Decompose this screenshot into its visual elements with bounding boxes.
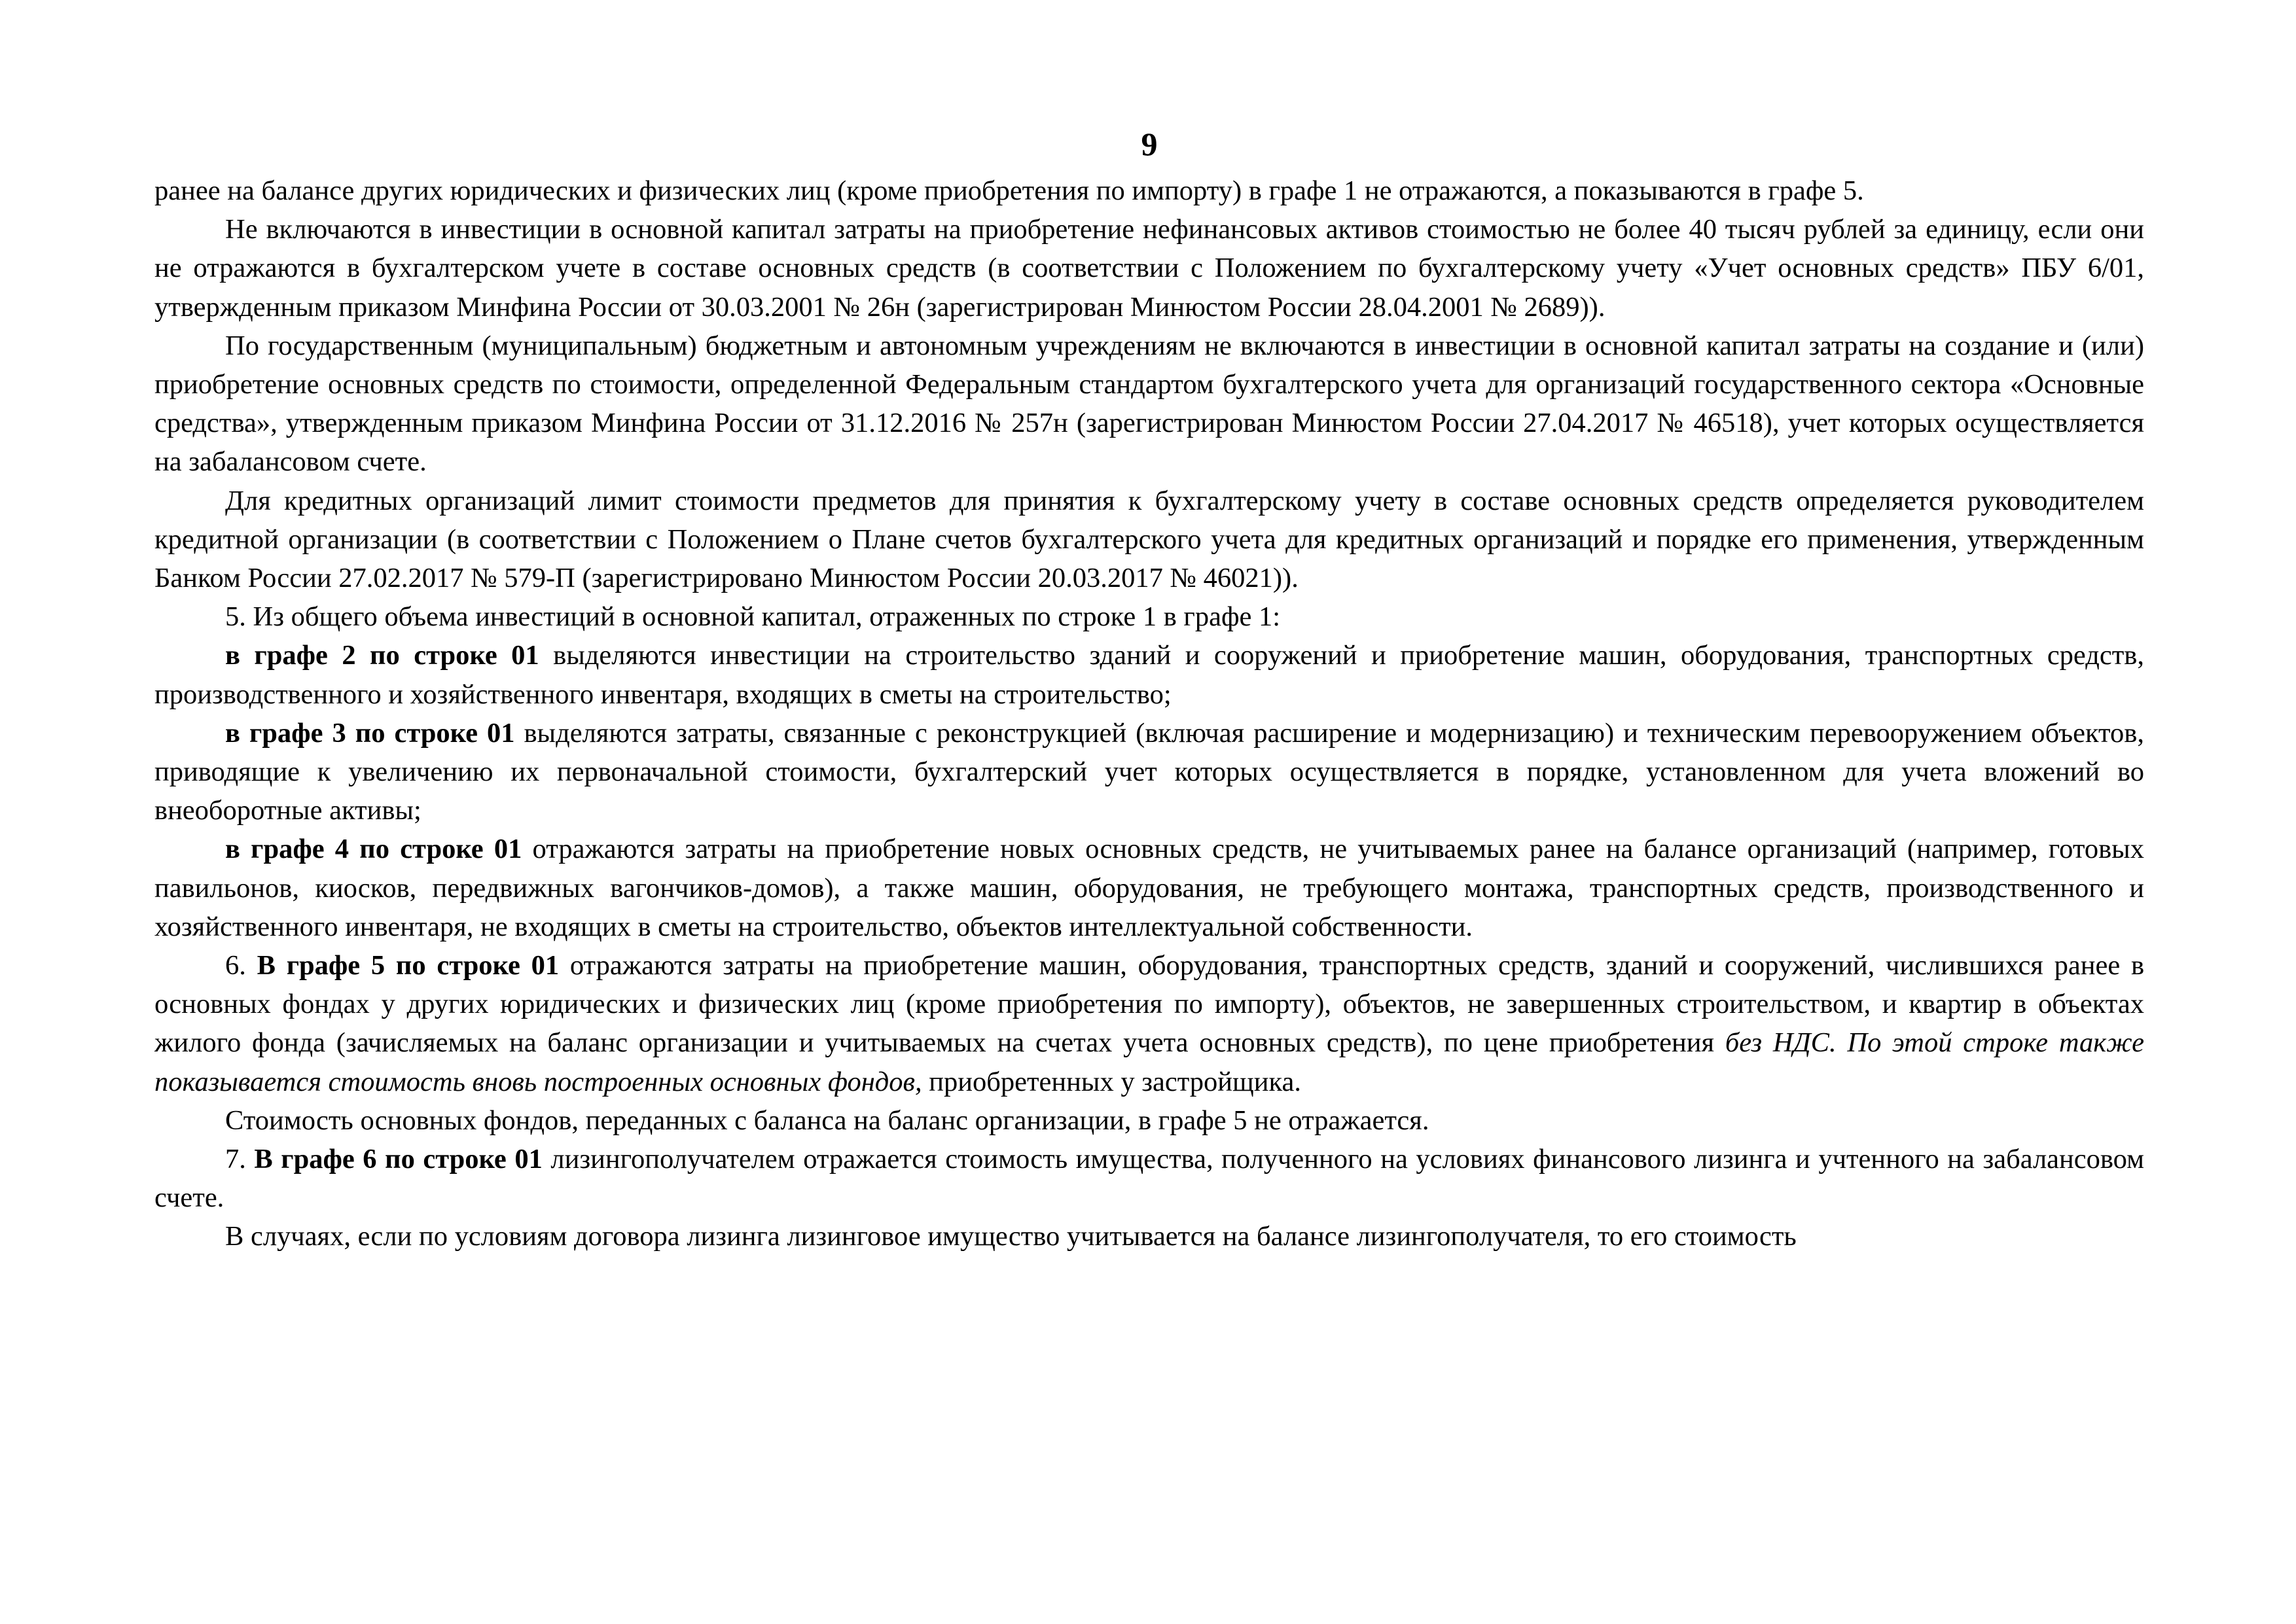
- column-6-ref: В графе 6 по строке 01: [254, 1144, 543, 1175]
- column-4-ref: в графе 4 по строке 01: [225, 834, 522, 865]
- paragraph-item-7: [154, 1140, 2144, 1217]
- item-6-number: 6.: [225, 950, 257, 981]
- paragraph-item-5: 5. Из общего объема инвестиций в основной капитал, отраженных по строке 1 в графе 1:: [225, 601, 1281, 633]
- column-2-text: выделяются инвестиции на строительство зданий и сооружений и приобретение машин, оборудования, транспортных средств, производственного и хозяйственного инвентаря, входящих в сметы на строительство;: [154, 640, 2144, 710]
- paragraph-nonfinancial-assets: Не включаются в инвестиции в основной капитал затраты на приобретение нефинансовых активов стоимостью не более 40 тысяч рублей за единицу, если они не отражаются в бухгалтерском учете в составе основных средств (в соответствии с Положением по бухгалтерскому учету «Учет основных средств» ПБУ 6/01, утвержденным приказом Минфина России от 30.03.2001 № 26н (зарегистрирован Минюстом России 28.04.2001 № 2689)).: [154, 214, 2144, 323]
- column-6-text: лизингополучателем отражается стоимость имущества, полученного на условиях финансового лизинга и учтенного на забалансовом счете.: [154, 1144, 2145, 1214]
- column-3-ref: в графе 3 по строке 01: [225, 717, 515, 749]
- paragraph-leasing: В случаях, если по условиям договора лизинга лизинговое имущество учитывается на балансе лизингополучателя, то его стоимость: [225, 1221, 1797, 1252]
- column-5-end-text: приобретенных у застройщика.: [922, 1066, 1302, 1097]
- column-2-ref: в графе 2 по строке 01: [225, 640, 539, 671]
- paragraph-item-6: [154, 946, 2144, 1101]
- paragraph-state-institutions: По государственным (муниципальным) бюджетным и автономным учреждениям не включаются в инвестиции в основной капитал затраты на создание и (или) приобретение основных средств по стоимости, определенной Федеральным стандартом бухгалтерского учета для организаций государственного сектора «Основные средства», утвержденным приказом Минфина России от 31.12.2016 № 257н (зарегистрирован Минюстом России 27.04.2017 № 46518), учет которых осуществляется на забалансовом счете.: [154, 330, 2144, 478]
- column-3-text: выделяются затраты, связанные с реконструкцией (включая расширение и модернизацию) и техническим перевооружением объектов, приводящие к увеличению их первоначальной стоимости, бухгалтерский учет которых осуществляется в порядке, установленном для учета вложений во внеоборотные активы;: [154, 717, 2144, 826]
- paragraph-balance-transfer: Стоимость основных фондов, переданных с баланса на баланс организации, в графе 5 не отражается.: [225, 1104, 1429, 1136]
- column-5-italic-text: без НДС. По этой строке также показывается стоимость вновь построенных основных фондов,: [154, 1027, 2144, 1097]
- item-7-number: 7.: [225, 1144, 255, 1175]
- paragraph-credit-organizations: Для кредитных организаций лимит стоимости предметов для принятия к бухгалтерскому учету в составе основных средств определяется руководителем кредитной организации (в соответствии с Положением о Плане счетов бухгалтерского учета для кредитных организаций и порядке его применения, утвержденным Банком России 27.02.2017 № 579-П (зарегистрировано Минюстом России 20.03.2017 № 46021)).: [154, 485, 2144, 594]
- column-4-text: отражаются затраты на приобретение новых основных средств, не учитываемых ранее на балансе организаций (например, готовых павильонов, киосков, передвижных вагончиков-домов), а также машин, оборудования, не требующего монтажа, транспортных средств, производственного и хозяйственного инвентаря, не входящих в сметы на строительство, объектов интеллектуальной собственности.: [154, 834, 2144, 942]
- column-5-text: отражаются затраты на приобретение машин, оборудования, транспортных средств, зданий и сооружений, числившихся ранее в основных фондах у других юридических и физических лиц (кроме приобретения по импорту), объектов, не завершенных строительством, и квартир в объектах жилого фонда (зачисляемых на баланс организации и учитываемых на счетах учета основных средств), по цене приобретения: [154, 950, 2145, 1059]
- paragraph-column-3: [154, 714, 2144, 830]
- paragraph-column-4: [154, 830, 2144, 946]
- page-number: 9: [1141, 126, 1158, 162]
- paragraph-continuation: ранее на балансе других юридических и физических лиц (кроме приобретения по импорту) в графе 1 не отражаются, а показываются в графе 5.: [154, 175, 1864, 206]
- document-page: [154, 124, 2144, 1256]
- paragraph-column-2: [154, 636, 2144, 713]
- column-5-ref: В графе 5 по строке 01: [257, 950, 560, 981]
